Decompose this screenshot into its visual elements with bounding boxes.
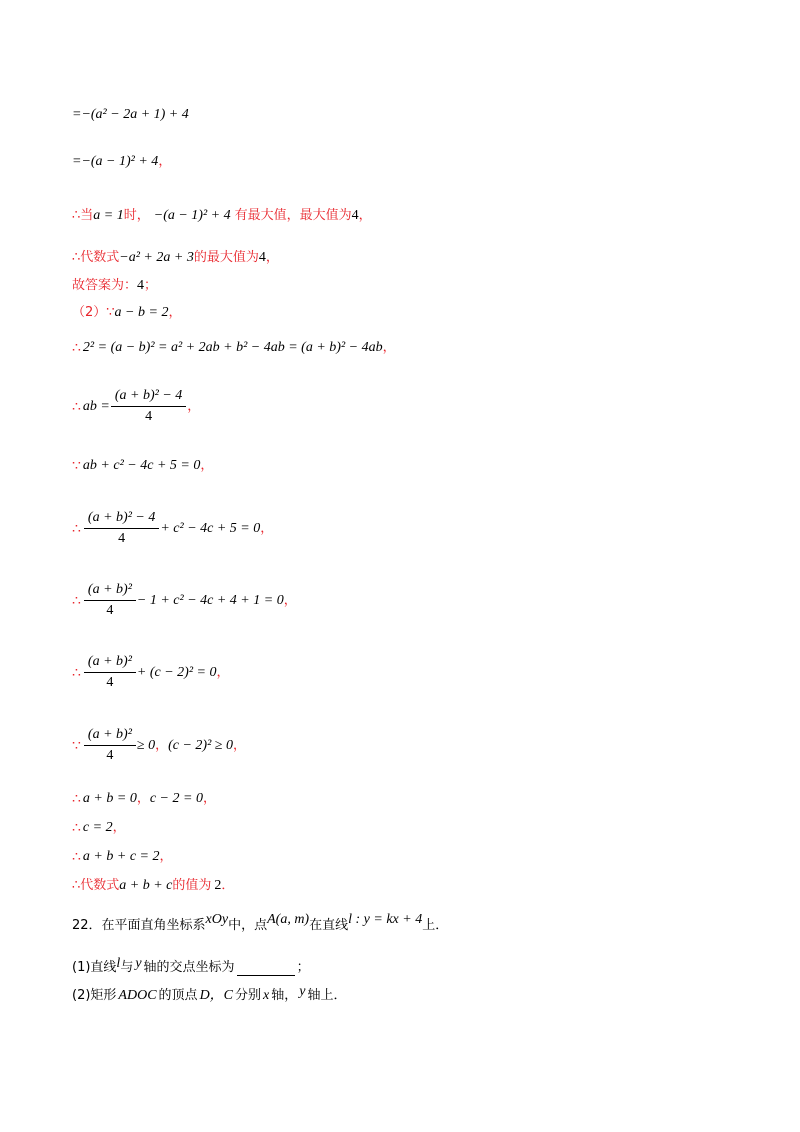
therefore-symbol: ∴ xyxy=(72,398,81,415)
denominator: 4 xyxy=(84,528,159,549)
numerator: (a + b)² xyxy=(87,654,132,669)
equation: −(a − 1)² + 4 xyxy=(153,208,231,223)
punctuation: ， xyxy=(216,664,230,680)
equation: ab + c² − 4c + 5 = 0 xyxy=(82,458,201,473)
solution-line-3 xyxy=(72,206,372,226)
math-term: l xyxy=(116,956,121,971)
equation: =−(a − 1)² + 4 xyxy=(72,154,159,169)
fraction xyxy=(113,386,184,427)
equation: a + b = 0 xyxy=(82,791,137,806)
punctuation: ， xyxy=(358,208,372,223)
solution-line-15 xyxy=(72,818,126,838)
math-term: A(a, m) xyxy=(267,912,310,927)
equation: a − b = 2 xyxy=(114,305,169,320)
math-term: x xyxy=(263,988,270,1003)
value: 2 xyxy=(214,878,222,893)
punctuation: ， xyxy=(265,250,279,265)
equation: a + b + c = 2 xyxy=(82,849,160,864)
denominator: 4 xyxy=(84,600,136,621)
text: ∴代数式 xyxy=(72,250,120,265)
punctuation: ， xyxy=(155,737,169,753)
solution-line-14 xyxy=(72,789,216,809)
solution-line-5 xyxy=(72,276,157,296)
punctuation: ， xyxy=(158,154,172,169)
question-text: 的顶点 xyxy=(158,988,198,1003)
therefore-symbol: ∴ xyxy=(72,340,81,356)
fraction xyxy=(86,580,134,621)
therefore-symbol: ∴ xyxy=(72,664,81,681)
fraction xyxy=(86,652,134,693)
question-text: 分别 xyxy=(235,988,262,1003)
punctuation: ， xyxy=(200,458,214,473)
equation: + (c − 2)² = 0 xyxy=(136,664,217,680)
therefore-symbol: ∴ xyxy=(72,520,81,537)
text: 的值为 xyxy=(172,878,212,893)
punctuation: ， xyxy=(159,849,173,864)
denominator: 4 xyxy=(111,406,186,427)
question-text: 22．在平面直角坐标系 xyxy=(72,918,206,933)
punctuation: ， xyxy=(112,820,126,835)
text: 时， xyxy=(123,208,150,223)
punctuation: ， xyxy=(382,340,396,355)
equation: −a² + 2a + 3 xyxy=(119,250,194,265)
value: 4 xyxy=(351,208,359,223)
numerator: (a + b)² − 4 xyxy=(114,388,183,403)
therefore-symbol: ∴ xyxy=(72,849,81,865)
solution-line-16 xyxy=(72,847,173,867)
inequality: ≥ 0 xyxy=(136,737,156,753)
text: 有最大值，最大值为 xyxy=(234,208,352,223)
question-22 xyxy=(72,912,449,936)
question-text: 与 xyxy=(120,960,134,975)
numerator: (a + b)² − 4 xyxy=(87,510,156,525)
solution-line-1 xyxy=(72,105,189,125)
question-text: 上． xyxy=(422,918,449,933)
therefore-symbol: ∴ xyxy=(72,820,81,836)
equation: =−(a² − 2a + 1) + 4 xyxy=(72,107,189,122)
answer-blank[interactable] xyxy=(237,961,295,976)
numerator: (a + b)² xyxy=(87,727,132,742)
text: 故答案为： xyxy=(72,278,138,293)
punctuation: ， xyxy=(260,520,274,536)
solution-line-8 xyxy=(72,386,200,427)
solution-line-7 xyxy=(72,338,396,358)
punctuation: ； xyxy=(144,278,158,293)
solution-line-11 xyxy=(72,580,297,621)
solution-line-13 xyxy=(72,725,246,766)
text: ∴代数式 xyxy=(72,878,120,893)
equation: c = 2 xyxy=(82,820,113,835)
question-22-part-1 xyxy=(72,958,310,978)
math-term: ADOC xyxy=(118,988,157,1003)
solution-line-2 xyxy=(72,152,171,172)
fraction xyxy=(86,725,134,766)
punctuation: ； xyxy=(296,960,310,975)
math-term: y xyxy=(299,984,306,999)
value: 4 xyxy=(258,250,266,265)
fraction xyxy=(86,508,157,549)
punctuation: ， xyxy=(232,737,246,753)
math-term: y xyxy=(135,956,142,971)
solution-line-9 xyxy=(72,456,213,476)
denominator: 4 xyxy=(84,672,136,693)
punctuation: ， xyxy=(187,398,201,414)
inequality: (c − 2)² ≥ 0 xyxy=(168,737,233,753)
question-text: 中，点 xyxy=(228,918,268,933)
because-symbol: ∵ xyxy=(72,737,81,754)
punctuation: ， xyxy=(136,791,150,806)
equation: a + b + c xyxy=(119,878,173,893)
value: 4 xyxy=(137,278,145,293)
question-text: (1)直线 xyxy=(72,960,117,975)
solution-line-4 xyxy=(72,248,279,268)
solution-line-17 xyxy=(72,876,234,896)
equation: ab = xyxy=(82,398,110,414)
text: 的最大值为 xyxy=(193,250,259,265)
therefore-symbol: ∴ xyxy=(72,791,81,807)
equation: + c² − 4c + 5 = 0 xyxy=(160,520,261,536)
solution-line-10 xyxy=(72,508,273,549)
question-text: (2)矩形 xyxy=(72,988,117,1003)
punctuation: ， xyxy=(168,305,182,320)
question-22-part-2 xyxy=(72,986,347,1006)
denominator: 4 xyxy=(84,745,136,766)
question-text: 轴上． xyxy=(307,988,347,1003)
math-term: xOy xyxy=(205,912,229,927)
math-term: l : y = kx + 4 xyxy=(348,912,423,927)
because-symbol: ∵ xyxy=(72,458,81,474)
numerator: (a + b)² xyxy=(87,582,132,597)
solution-line-6 xyxy=(72,303,181,323)
question-text: 轴， xyxy=(271,988,298,1003)
question-text: 轴的交点坐标为 xyxy=(143,960,235,975)
question-text: 在直线 xyxy=(309,918,349,933)
equation: a = 1 xyxy=(93,208,124,223)
punctuation: ， xyxy=(283,592,297,608)
solution-line-12 xyxy=(72,652,229,693)
therefore-symbol: ∴ xyxy=(72,592,81,609)
equation: − 1 + c² − 4c + 4 + 1 = 0 xyxy=(136,592,284,608)
punctuation: ． xyxy=(221,878,235,893)
equation: 2² = (a − b)² = a² + 2ab + b² − 4ab = (a + b)² − 4ab xyxy=(82,340,383,355)
equation: c − 2 = 0 xyxy=(149,791,203,806)
text: （2）∵ xyxy=(72,305,115,320)
text: ∴当 xyxy=(72,208,94,223)
math-term: D，C xyxy=(199,988,234,1003)
punctuation: ， xyxy=(202,791,216,806)
